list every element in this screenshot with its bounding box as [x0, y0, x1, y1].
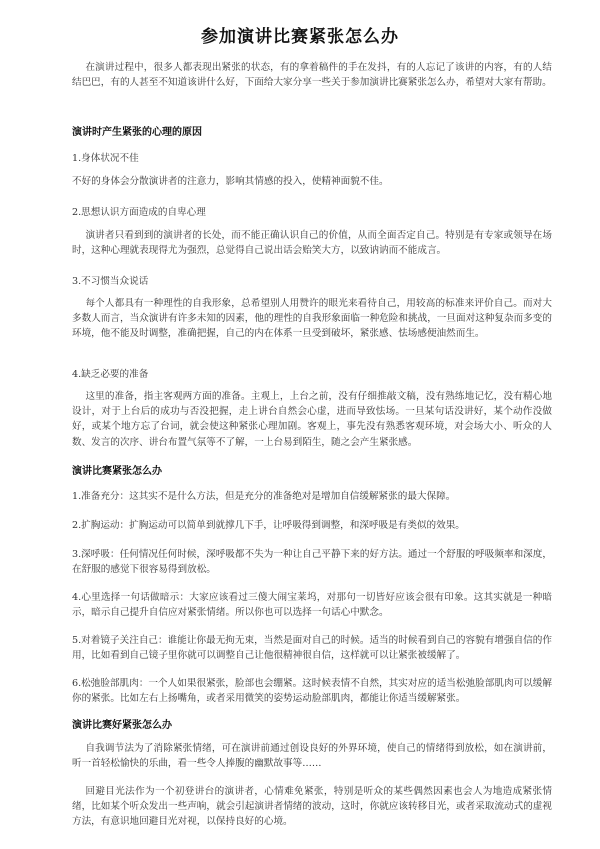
- section-heading-causes: 演讲时产生紧张的心理的原因: [72, 127, 202, 138]
- cause-3-title: 3.不习惯当众说话: [72, 276, 149, 287]
- cause-2-text: 演讲者只看到到的演讲者的长处，而不能正确认识自己的价值，从而全面否定自己。特别是有专家或领导在场时，这种心理就表现得尤为强烈，总觉得自己说出话会贻笑大方，以致讷讷而不能成言。: [72, 230, 552, 257]
- remedy-5-text: 5.对着镜子关注自己：谁能让你最无拘无束，当然是面对自己的时候。适当的时候看到自己的容貌有增强自信的作用，比如看到自己镜子里你就可以调整自己让他很精神很自信，这样就可以让紧张被缓解了。: [72, 635, 552, 662]
- remedy-6-text: 6.松弛脸部肌肉：一个人如果很紧张，脸部也会绷紧。这时候表情不自然，其实对应的适当松弛脸部肌肉可以缓解你的紧张。比如左右上扬嘴角，或者采用微笑的姿势运动脸部肌肉，都能让你适当缓解紧张。: [72, 678, 552, 705]
- section-heading-nervous: 演讲比赛好紧张怎么办: [72, 720, 172, 731]
- remedy-3-text: 3.深呼吸：任何情况任何时候，深呼吸都不失为一种让自己平静下来的好方法。通过一个舒服的呼吸频率和深度，在舒服的感觉下很容易得到放松。: [72, 549, 552, 576]
- remedy-4-text: 4.心里选择一句话做暗示：大家应该看过三傻大闹宝莱坞，对那句一切皆好应该会很有印象。这其实就是一种暗示，暗示自己提升自信应对紧张情绪。所以你也可以选择一句话心中默念。: [72, 592, 552, 619]
- remedy-2-text: 2.扩胸运动：扩胸运动可以简单到就撑几下手，让呼吸得到调整，和深呼吸是有类似的效果。: [72, 520, 465, 531]
- intro-paragraph: 在演讲过程中，很多人都表现出紧张的状态，有的拿着稿件的手在发抖，有的人忘记了该讲的内容，有的人结结巴巴，有的人甚至不知道该讲什么好，下面给大家分享一些关于参加演讲比赛紧张怎么办，希望对大家有帮助。: [72, 62, 552, 89]
- cause-4-text: 这里的准备，指主客观两方面的准备。主观上，上台之前，没有仔细推敲文稿，没有熟练地记忆，没有精心地设计，对于上台后的成功与否没把握，走上讲台自然会心虚，进而导致怯场。一旦某句话没讲好，某个动作没做好，或某个地方忘了台词，就会使这种紧张心理加剧。客观上，事先没有熟悉客观环境，对会场大小、听众的人数、发言的次序、讲台布置气氛等不了解，一上台易到陌生，随之会产生紧张感。: [72, 391, 552, 448]
- cause-3-text: 每个人都具有一种理性的自我形象，总希望别人用赞许的眼光来看待自己，用较高的标准来评价自己。而对大多数人而言，当众演讲有许多未知的因素，他的理性的自我形象面临一种危险和挑战，一旦面对这种复杂而多变的环境，他不能及时调整，准确把握，自己的内在体系一旦受到破坏，紧张感、怯场感便油然而生。: [72, 298, 552, 340]
- tip-1-text: 自我调节法为了消除紧张情绪，可在演讲前通过创设良好的外界环境，使自己的情绪得到放松，如在演讲前，听一首轻松愉快的乐曲，看一些令人捧腹的幽默故事等……: [72, 743, 552, 770]
- section-heading-remedies: 演讲比赛紧张怎么办: [72, 466, 162, 477]
- tip-2-text: 回避目光法作为一个初登讲台的演讲者，心情难免紧张，特别是听众的某些偶然因素也会人为地造成紧张情绪，比如某个听众发出一些声响，就会引起演讲者情绪的波动，这时，你就应该转移目光，或者采取流动式的虚视方法，有意识地回避目光对视，以保持良好的心境。: [72, 786, 552, 828]
- cause-1-text: 不好的身体会分散演讲者的注意力，影响其情感的投入，使精神面貌不佳。: [72, 176, 389, 187]
- document-title: 参加演讲比赛紧张怎么办: [201, 27, 399, 47]
- remedy-1-text: 1.准备充分：这其实不是什么方法，但是充分的准备绝对是增加自信缓解紧张的最大保障。: [72, 491, 456, 502]
- cause-2-title: 2.思想认识方面造成的自卑心理: [72, 207, 206, 218]
- cause-1-title: 1.身体状况不佳: [72, 153, 139, 164]
- cause-4-title: 4.缺乏必要的准备: [72, 369, 149, 380]
